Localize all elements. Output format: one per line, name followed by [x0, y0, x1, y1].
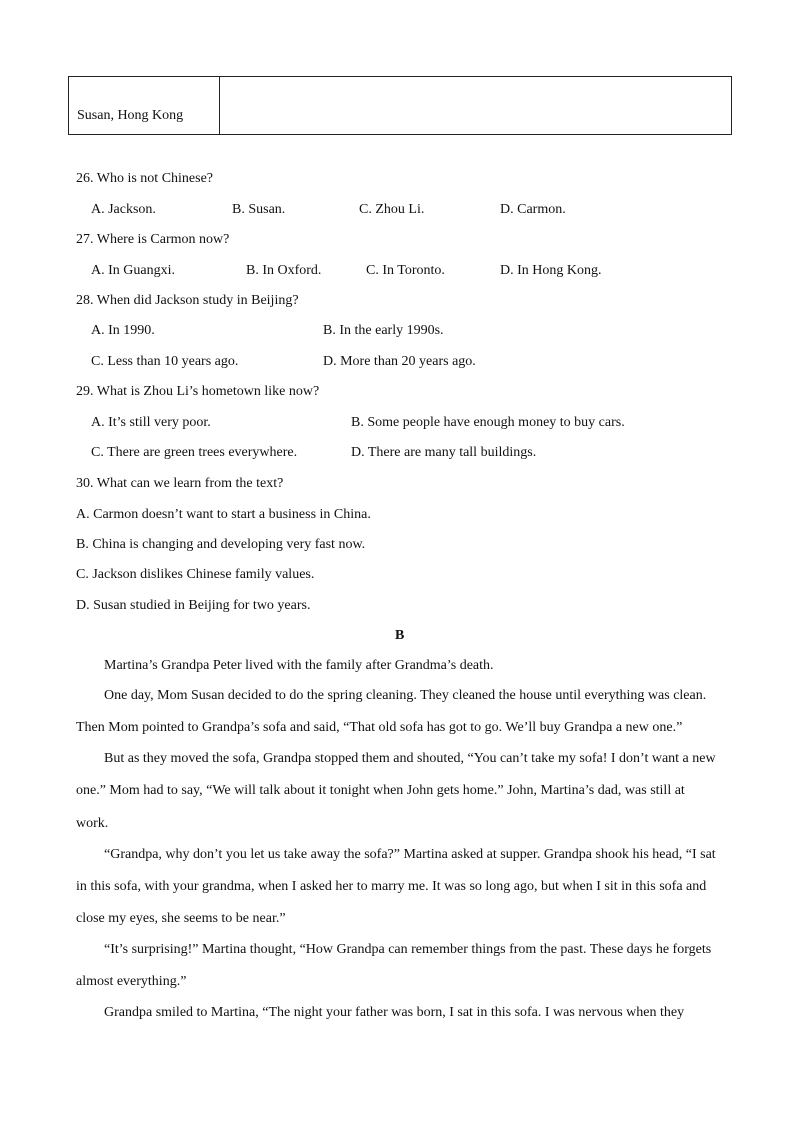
passage-line: “It’s surprising!” Martina thought, “How Grandpa can remember things from the past. These days he forgets — [104, 942, 712, 957]
q28-option-a: A. In 1990. — [91, 323, 155, 338]
passage-line: one.” Mom had to say, “We will talk about it tonight when John gets home.” John, Martina’s dad, was still at — [76, 783, 685, 798]
q28-option-b: B. In the early 1990s. — [323, 323, 444, 338]
q27-option-b: B. In Oxford. — [246, 263, 322, 278]
q27-option-c: C. In Toronto. — [366, 263, 445, 278]
answer-table — [68, 76, 732, 135]
q26-option-c: C. Zhou Li. — [359, 202, 425, 217]
q26-option-a: A. Jackson. — [91, 202, 156, 217]
question-30: 30. What can we learn from the text? — [76, 476, 284, 491]
question-26: 26. Who is not Chinese? — [76, 171, 214, 186]
q28-option-d: D. More than 20 years ago. — [323, 354, 476, 369]
table-cell-name: Susan, Hong Kong — [77, 108, 184, 123]
passage-line: Martina’s Grandpa Peter lived with the family after Grandma’s death. — [104, 658, 494, 673]
passage-line: One day, Mom Susan decided to do the spring cleaning. They cleaned the house until everything was clean. — [104, 688, 707, 703]
passage-line: Grandpa smiled to Martina, “The night your father was born, I sat in this sofa. I was nervous when they — [104, 1005, 685, 1020]
q30-option-c: C. Jackson dislikes Chinese family values. — [76, 567, 315, 582]
question-28: 28. When did Jackson study in Beijing? — [76, 293, 299, 308]
table-column-divider — [219, 77, 220, 134]
q29-option-a: A. It’s still very poor. — [91, 415, 211, 430]
q28-option-c: C. Less than 10 years ago. — [91, 354, 239, 369]
question-27: 27. Where is Carmon now? — [76, 232, 230, 247]
passage-line: close my eyes, she seems to be near.” — [76, 911, 286, 926]
q26-option-b: B. Susan. — [232, 202, 286, 217]
passage-line: “Grandpa, why don’t you let us take away the sofa?” Martina asked at supper. Grandpa shook his head, “I sat — [104, 847, 716, 862]
q29-option-d: D. There are many tall buildings. — [351, 445, 537, 460]
passage-line: But as they moved the sofa, Grandpa stopped them and shouted, “You can’t take my sofa! I don’t want a new — [104, 751, 716, 766]
q30-option-a: A. Carmon doesn’t want to start a business in China. — [76, 507, 371, 522]
q30-option-b: B. China is changing and developing very fast now. — [76, 537, 366, 552]
q30-option-d: D. Susan studied in Beijing for two years. — [76, 598, 311, 613]
q29-option-b: B. Some people have enough money to buy cars. — [351, 415, 625, 430]
q29-option-c: C. There are green trees everywhere. — [91, 445, 298, 460]
passage-line: in this sofa, with your grandma, when I asked her to marry me. It was so long ago, but when I sit in this sofa and — [76, 879, 707, 894]
q27-option-d: D. In Hong Kong. — [500, 263, 602, 278]
passage-line: work. — [76, 816, 109, 831]
section-heading: B — [395, 628, 405, 643]
q27-option-a: A. In Guangxi. — [91, 263, 175, 278]
passage-line: almost everything.” — [76, 974, 187, 989]
question-29: 29. What is Zhou Li’s hometown like now? — [76, 384, 320, 399]
passage-line: Then Mom pointed to Grandpa’s sofa and said, “That old sofa has got to go. We’ll buy Grandpa a new one.” — [76, 720, 683, 735]
q26-option-d: D. Carmon. — [500, 202, 566, 217]
